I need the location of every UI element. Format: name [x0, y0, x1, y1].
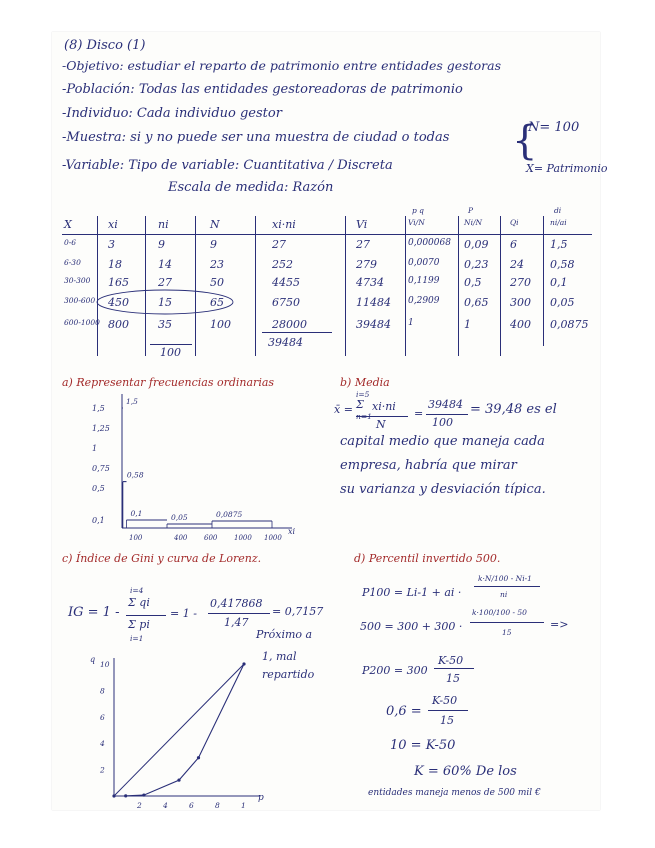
table-cell: 300 — [510, 296, 531, 309]
x-tick-label: 600 — [204, 534, 218, 542]
table-subheader-cell: p q — [412, 206, 424, 215]
section-d-title: d) Percentil invertido 500. — [354, 552, 501, 565]
table-cell: 30-300 — [64, 276, 91, 285]
y-tick-label: 0,5 — [92, 484, 105, 493]
table-cell: 0,09 — [464, 238, 489, 251]
table-col-rule — [345, 216, 346, 356]
lorenz-point — [112, 794, 115, 797]
objective-line: -Objetivo: estudiar el reparto de patrimonio entre entidades gestoras — [62, 58, 502, 73]
equality-line — [114, 664, 244, 796]
x-tick-label: 4 — [163, 801, 168, 810]
table-subheader-cell: di — [554, 206, 562, 215]
table-cell: 600-1000 — [64, 318, 100, 327]
table-cell: 450 — [108, 296, 129, 309]
table-col-rule — [195, 216, 196, 356]
y-tick-label: 4 — [100, 739, 105, 749]
table-cell: 1 — [464, 318, 471, 331]
side-note-x: X= Patrimonio — [526, 162, 608, 175]
table-cell: 0,05 — [550, 296, 575, 309]
table-col-rule — [405, 216, 406, 356]
table-cell: 0,000068 — [408, 238, 451, 248]
mean-text-3: su varianza y desviación típica. — [340, 482, 546, 497]
table-header-cell: Vi/N — [408, 218, 425, 227]
table-cell: 0,23 — [464, 258, 489, 271]
individual-line: -Individuo: Cada individuo gestor — [62, 106, 282, 121]
table-cell: 50 — [210, 276, 224, 289]
y-tick-label: 0,75 — [92, 464, 110, 473]
y-tick-label: 8 — [100, 686, 105, 696]
section-a-title: a) Representar frecuencias ordinarias — [62, 376, 275, 389]
table-cell: 270 — [510, 276, 531, 289]
table-cell: 1 — [408, 318, 414, 328]
y-tick-label: 1,25 — [92, 424, 110, 433]
table-cell: 11484 — [356, 296, 391, 309]
table-header-rule — [62, 234, 592, 235]
table-subheader-cell: P — [468, 206, 474, 215]
sample-line: -Muestra: si y no puede ser una muestra de ciudad o todas — [62, 130, 450, 145]
table-cell: 27 — [356, 238, 370, 251]
x-tick-label: 6 — [189, 801, 194, 810]
x-tick-label: 1000 — [234, 534, 252, 542]
table-total-xini: 39484 — [268, 336, 303, 349]
variable-line: -Variable: Tipo de variable: Cuantitativa / Discreta — [62, 158, 393, 173]
table-cell: 24 — [510, 258, 524, 271]
table-cell: 300-600 — [64, 296, 96, 305]
total-rule-xini — [262, 332, 332, 333]
table-cell: 0,1199 — [408, 276, 440, 286]
table-cell: 100 — [210, 318, 231, 331]
data-label: 0,05 — [171, 513, 188, 522]
section-b-title: b) Media — [340, 376, 390, 389]
data-label: 0,1 — [130, 509, 143, 518]
table-col-rule — [458, 216, 459, 356]
table-col-rule — [255, 216, 256, 356]
table-cell: 65 — [210, 296, 224, 309]
x-tick-label: 2 — [137, 801, 142, 810]
section-c-title: c) Índice de Gini y curva de Lorenz. — [62, 552, 262, 565]
table-cell: 39484 — [356, 318, 391, 331]
x-tick-label: 400 — [174, 534, 188, 542]
table-cell: 0,0875 — [550, 318, 589, 331]
lorenz-chart — [86, 650, 266, 810]
y-tick-label: 6 — [100, 712, 105, 722]
table-cell: 18 — [108, 258, 122, 271]
table-cell: 0,1 — [550, 276, 568, 289]
table-header-cell: ni — [158, 218, 169, 231]
table-cell: 0,0070 — [408, 258, 440, 268]
table-cell: 27 — [158, 276, 172, 289]
table-header-cell: N — [210, 218, 220, 231]
total-rule-ni — [150, 344, 192, 345]
y-tick-label: 10 — [100, 660, 110, 669]
gini-note-3: repartido — [262, 668, 315, 681]
table-cell: 6 — [510, 238, 517, 251]
side-note-n: N= 100 — [528, 120, 580, 135]
brace: { — [512, 118, 538, 164]
table-cell: 14 — [158, 258, 172, 271]
mean-text-1: capital medio que maneja cada — [340, 434, 545, 449]
table-cell: 6-30 — [64, 258, 81, 267]
lorenz-point — [242, 662, 245, 665]
x-tick-label: 1000 — [264, 534, 282, 542]
table-header-cell: Ni/N — [464, 218, 483, 227]
x-axis-label: xi — [288, 527, 296, 536]
table-header-cell: Vi — [356, 218, 368, 231]
frequency-chart — [60, 396, 296, 556]
data-label: 1,5 — [126, 397, 138, 406]
x-tick-label: 1 — [241, 801, 246, 810]
lorenz-point — [142, 793, 145, 796]
y-tick-label: 1,5 — [92, 404, 105, 413]
table-cell: 252 — [272, 258, 293, 271]
gini-note-2: 1, mal — [262, 650, 297, 663]
table-col-rule — [97, 216, 98, 356]
table-cell: 0,2909 — [408, 296, 440, 306]
lorenz-point — [177, 779, 180, 782]
data-label: 0,0875 — [216, 510, 243, 519]
lorenz-point — [197, 756, 200, 759]
table-cell: 6750 — [272, 296, 300, 309]
table-cell: 0-6 — [64, 238, 77, 247]
table-header-cell: ni/ai — [550, 218, 567, 227]
table-cell: 9 — [210, 238, 217, 251]
table-cell: 15 — [158, 296, 172, 309]
table-header-cell: X — [64, 218, 72, 231]
table-col-rule — [543, 216, 544, 346]
x-tick-label: 100 — [129, 534, 143, 542]
table-cell: 800 — [108, 318, 129, 331]
y-tick-label: 1 — [92, 444, 98, 453]
table-cell: 279 — [356, 258, 377, 271]
table-cell: 4455 — [272, 276, 300, 289]
table-cell: 23 — [210, 258, 224, 271]
table-total-ni: 100 — [160, 346, 181, 359]
table-header-cell: xi·ni — [272, 218, 296, 231]
table-cell: 28000 — [272, 318, 307, 331]
x-axis-label: p — [258, 793, 264, 803]
y-tick-label: 0,1 — [92, 516, 105, 525]
table-cell: 27 — [272, 238, 286, 251]
data-label: 0,58 — [126, 470, 144, 480]
lorenz-point — [124, 794, 127, 797]
table-header-cell: xi — [108, 218, 118, 231]
table-header-cell: Qi — [510, 218, 519, 227]
table-cell: 165 — [108, 276, 129, 289]
y-axis-label: q — [90, 655, 96, 664]
table-cell: 0,58 — [550, 258, 575, 271]
page-title: (8) Disco (1) — [64, 38, 146, 53]
table-cell: 9 — [158, 238, 165, 251]
mean-text-2: empresa, habría que mirar — [340, 458, 517, 473]
table-col-rule — [145, 216, 146, 356]
y-tick-label: 2 — [100, 765, 105, 775]
table-cell: 400 — [510, 318, 531, 331]
table-cell: 0,5 — [464, 276, 482, 289]
table-col-rule — [500, 216, 501, 356]
table-cell: 0,65 — [464, 296, 489, 309]
population-line: -Población: Todas las entidades gestoreadoras de patrimonio — [62, 82, 463, 97]
scale-line: Escala de medida: Razón — [168, 180, 334, 195]
table-cell: 4734 — [356, 276, 384, 289]
x-tick-label: 8 — [215, 801, 220, 810]
table-cell: 1,5 — [550, 238, 568, 251]
gini-note-1: Próximo a — [256, 628, 313, 641]
table-cell: 35 — [158, 318, 172, 331]
table-cell: 3 — [108, 238, 115, 251]
